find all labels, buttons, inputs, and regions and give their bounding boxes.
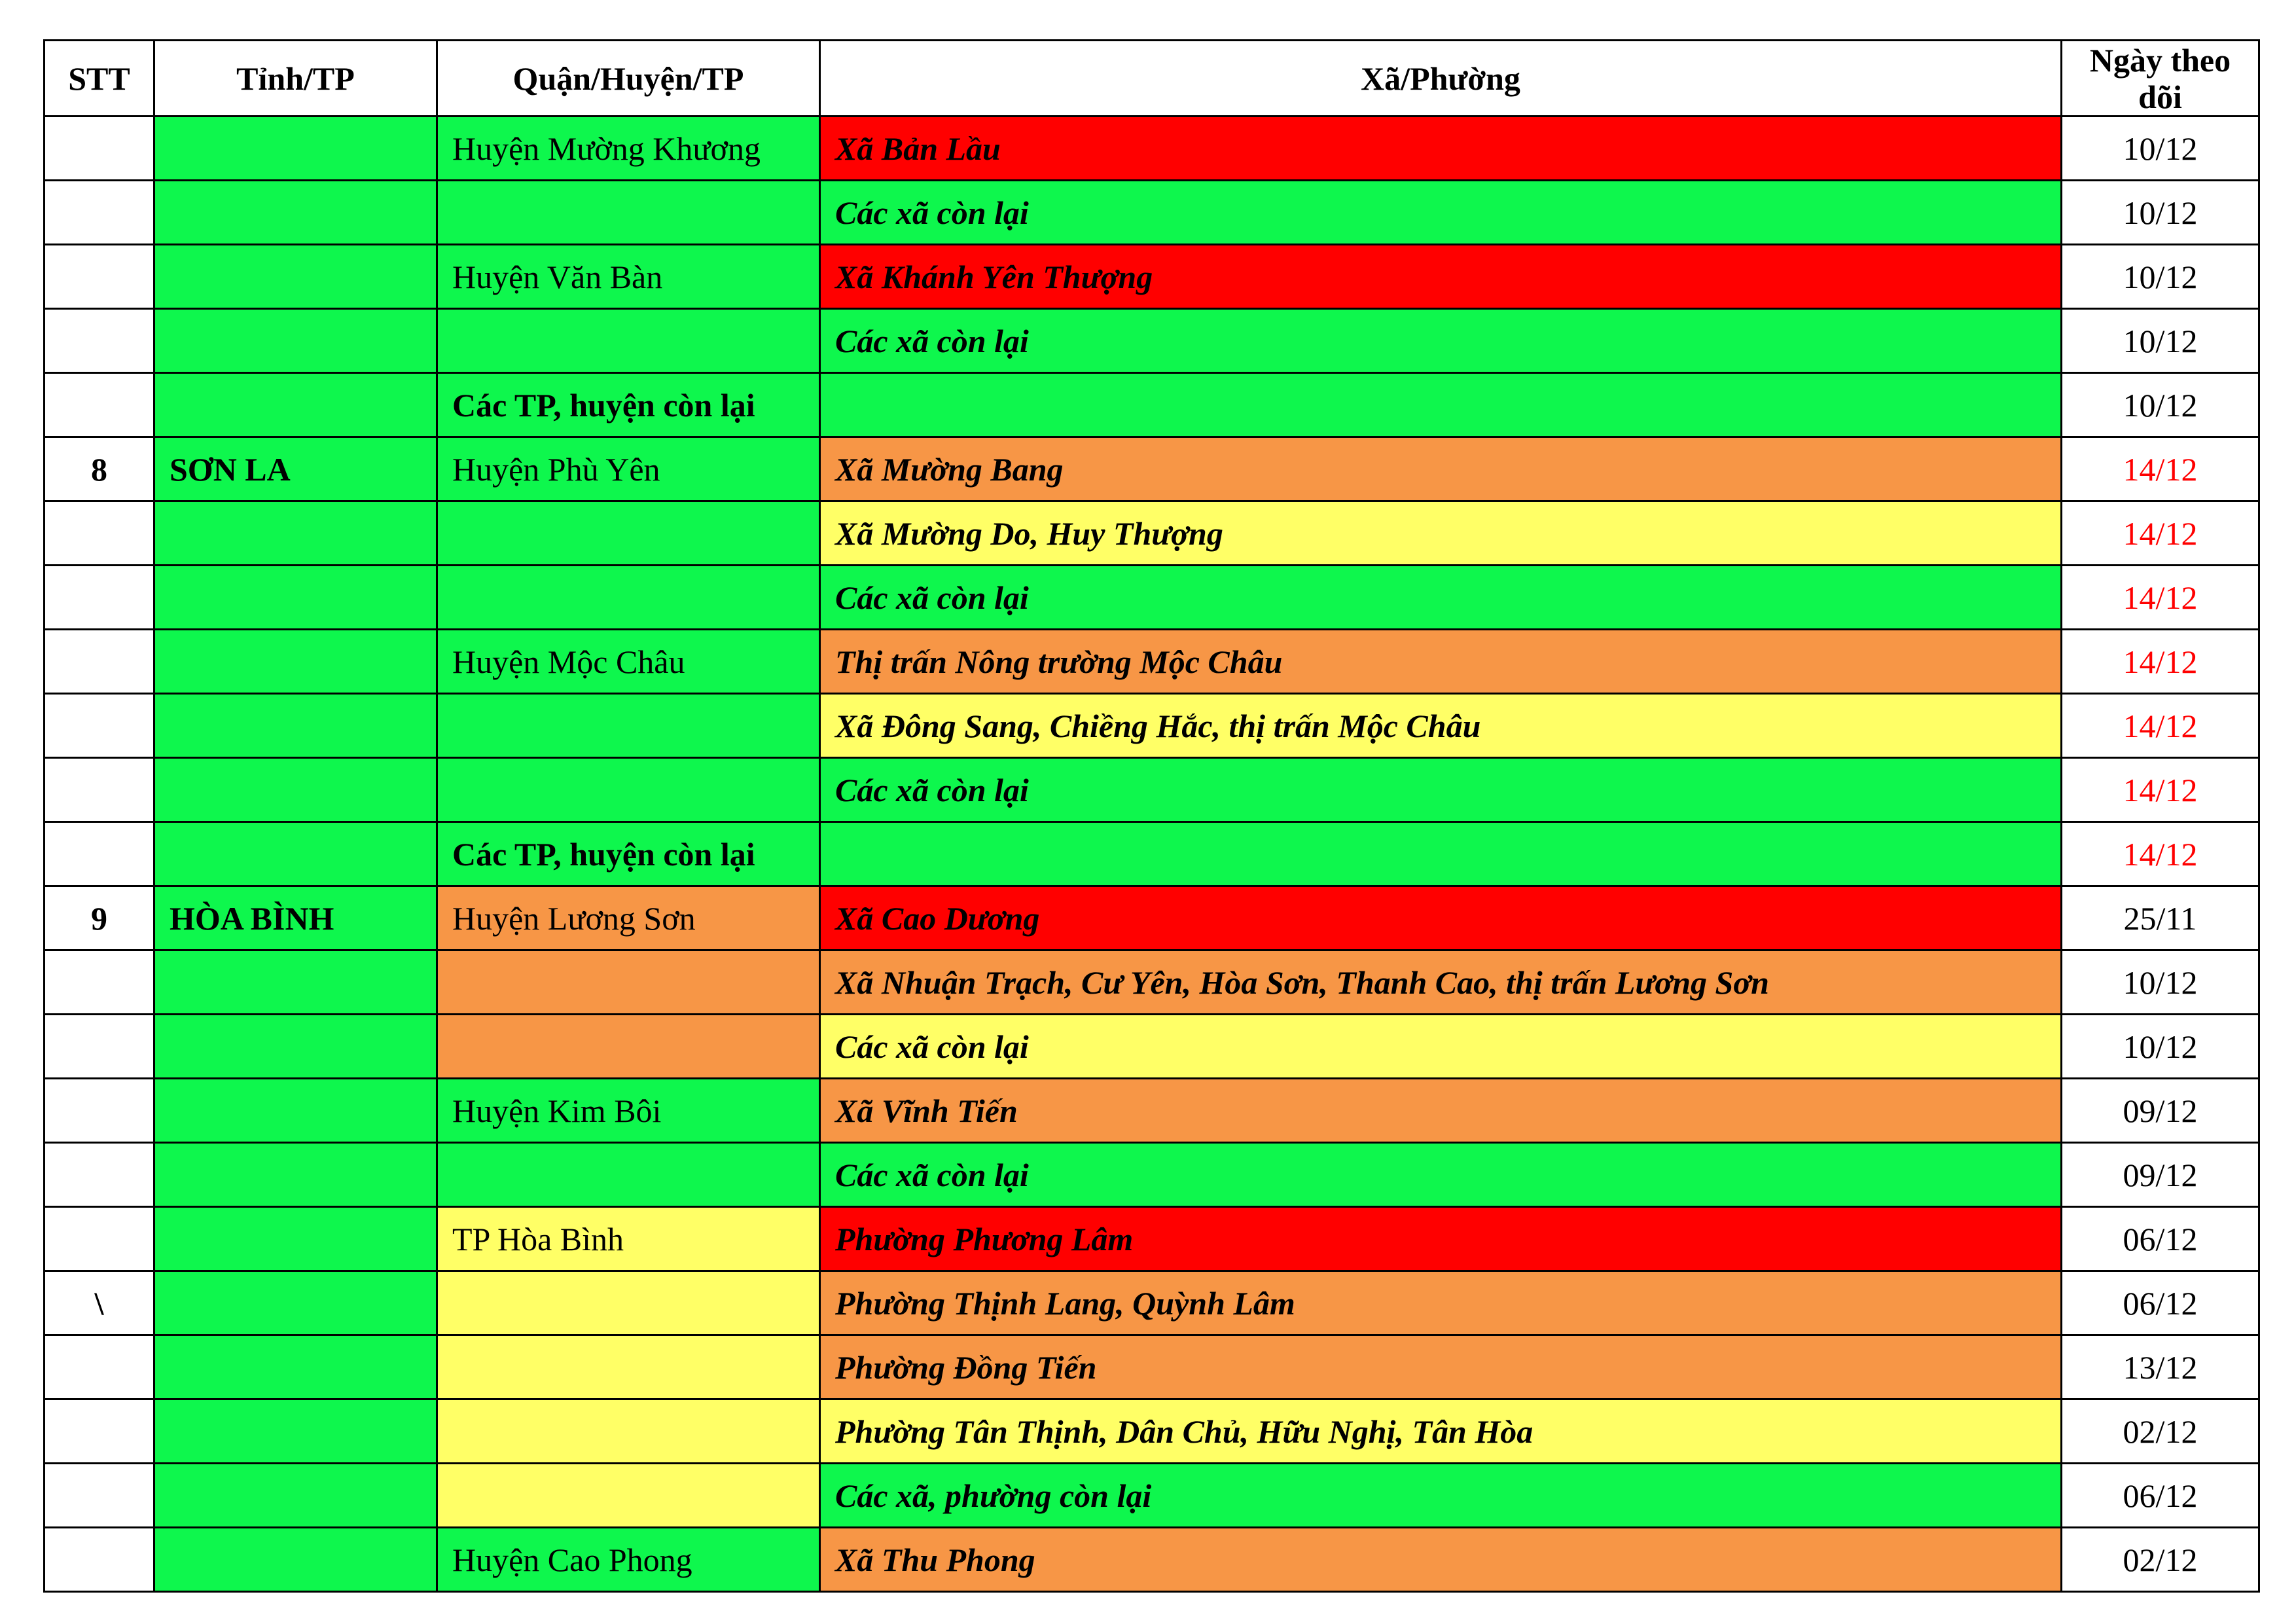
cell-province: [154, 1271, 437, 1335]
cell-stt: [45, 1528, 154, 1592]
cell-date: 14/12: [2062, 630, 2259, 694]
table-row: [45, 1079, 2259, 1143]
table-row: [45, 694, 2259, 758]
cell-stt: [45, 1207, 154, 1271]
cell-province: [154, 1399, 437, 1464]
cell-stt: [45, 566, 154, 630]
cell-date: 10/12: [2062, 245, 2259, 309]
table-row: [45, 1271, 2259, 1335]
cell-date: 14/12: [2062, 758, 2259, 822]
cell-stt: [45, 694, 154, 758]
cell-district: [437, 694, 820, 758]
cell-ward: Các xã còn lại: [820, 566, 2062, 630]
cell-province: HÒA BÌNH: [154, 886, 437, 950]
table-row: [45, 181, 2259, 245]
cell-ward: [820, 822, 2062, 886]
cell-province: [154, 117, 437, 181]
table-row: [45, 886, 2259, 950]
cell-date: 09/12: [2062, 1143, 2259, 1207]
table-row: [45, 1464, 2259, 1528]
header-stt: STT: [45, 41, 154, 117]
cell-ward: Xã Đông Sang, Chiềng Hắc, thị trấn Mộc Châu: [820, 694, 2062, 758]
cell-province: [154, 822, 437, 886]
covid-risk-level-table: [43, 39, 2260, 1593]
header-province: Tỉnh/TP: [154, 41, 437, 117]
cell-stt: [45, 630, 154, 694]
cell-province: [154, 950, 437, 1015]
header-row: [45, 41, 2259, 117]
cell-stt: [45, 373, 154, 437]
cell-stt: \: [45, 1271, 154, 1335]
cell-district: [437, 758, 820, 822]
cell-district: [437, 309, 820, 373]
cell-ward: Xã Nhuận Trạch, Cư Yên, Hòa Sơn, Thanh Cao, thị trấn Lương Sơn: [820, 950, 2062, 1015]
cell-stt: [45, 1399, 154, 1464]
cell-province: [154, 181, 437, 245]
cell-date: 09/12: [2062, 1079, 2259, 1143]
cell-stt: [45, 758, 154, 822]
cell-district: Huyện Kim Bôi: [437, 1079, 820, 1143]
table-row: [45, 822, 2259, 886]
cell-district: [437, 1143, 820, 1207]
cell-stt: [45, 117, 154, 181]
cell-ward: Các xã còn lại: [820, 309, 2062, 373]
cell-date: 10/12: [2062, 950, 2259, 1015]
cell-date: 10/12: [2062, 373, 2259, 437]
cell-district: Huyện Lương Sơn: [437, 886, 820, 950]
table-row: [45, 566, 2259, 630]
cell-province: [154, 1464, 437, 1528]
cell-district: [437, 1271, 820, 1335]
table-row: [45, 373, 2259, 437]
table-row: [45, 630, 2259, 694]
cell-date: 06/12: [2062, 1207, 2259, 1271]
cell-date: 13/12: [2062, 1335, 2259, 1399]
cell-province: [154, 630, 437, 694]
cell-district: Huyện Văn Bàn: [437, 245, 820, 309]
cell-province: [154, 501, 437, 566]
table-row: [45, 1015, 2259, 1079]
cell-ward: Các xã còn lại: [820, 1015, 2062, 1079]
table-row: [45, 117, 2259, 181]
table-row: [45, 501, 2259, 566]
cell-province: SƠN LA: [154, 437, 437, 501]
cell-ward: Phường Tân Thịnh, Dân Chủ, Hữu Nghị, Tân Hòa: [820, 1399, 2062, 1464]
cell-date: 14/12: [2062, 822, 2259, 886]
cell-province: [154, 373, 437, 437]
table-row: [45, 1207, 2259, 1271]
cell-district: TP Hòa Bình: [437, 1207, 820, 1271]
cell-date: 10/12: [2062, 1015, 2259, 1079]
cell-stt: [45, 822, 154, 886]
header-ward: Xã/Phường: [820, 41, 2062, 117]
cell-ward: Thị trấn Nông trường Mộc Châu: [820, 630, 2062, 694]
cell-province: [154, 694, 437, 758]
cell-stt: 8: [45, 437, 154, 501]
cell-district: Các TP, huyện còn lại: [437, 822, 820, 886]
table-row: [45, 758, 2259, 822]
cell-ward: Xã Mường Do, Huy Thượng: [820, 501, 2062, 566]
cell-stt: [45, 309, 154, 373]
cell-ward: Xã Mường Bang: [820, 437, 2062, 501]
cell-stt: [45, 1015, 154, 1079]
cell-province: [154, 566, 437, 630]
table-row: [45, 1399, 2259, 1464]
cell-stt: [45, 1143, 154, 1207]
cell-district: Huyện Phù Yên: [437, 437, 820, 501]
cell-province: [154, 245, 437, 309]
table-row: [45, 437, 2259, 501]
cell-date: 10/12: [2062, 117, 2259, 181]
cell-province: [154, 1207, 437, 1271]
cell-stt: [45, 245, 154, 309]
table-header: [45, 41, 2259, 117]
cell-ward: Các xã còn lại: [820, 1143, 2062, 1207]
cell-district: [437, 566, 820, 630]
header-date: Ngày theo dõi: [2062, 41, 2259, 117]
table-row: [45, 245, 2259, 309]
cell-date: 25/11: [2062, 886, 2259, 950]
cell-ward: Phường Phương Lâm: [820, 1207, 2062, 1271]
cell-province: [154, 1079, 437, 1143]
cell-date: 06/12: [2062, 1271, 2259, 1335]
cell-province: [154, 1015, 437, 1079]
table-row: [45, 950, 2259, 1015]
cell-district: [437, 1399, 820, 1464]
cell-ward: Các xã còn lại: [820, 758, 2062, 822]
cell-date: 14/12: [2062, 566, 2259, 630]
table-row: [45, 1335, 2259, 1399]
header-district: Quận/Huyện/TP: [437, 41, 820, 117]
cell-district: [437, 501, 820, 566]
table-body: [45, 117, 2259, 1592]
cell-district: [437, 950, 820, 1015]
cell-date: 10/12: [2062, 309, 2259, 373]
cell-district: [437, 181, 820, 245]
cell-stt: 9: [45, 886, 154, 950]
cell-ward: [820, 373, 2062, 437]
cell-district: Các TP, huyện còn lại: [437, 373, 820, 437]
cell-date: 02/12: [2062, 1528, 2259, 1592]
cell-date: 14/12: [2062, 694, 2259, 758]
cell-date: 14/12: [2062, 501, 2259, 566]
cell-province: [154, 309, 437, 373]
table-row: [45, 1528, 2259, 1592]
cell-stt: [45, 1335, 154, 1399]
cell-district: [437, 1015, 820, 1079]
cell-province: [154, 1335, 437, 1399]
cell-date: 14/12: [2062, 437, 2259, 501]
cell-stt: [45, 501, 154, 566]
cell-date: 10/12: [2062, 181, 2259, 245]
cell-ward: Phường Đồng Tiến: [820, 1335, 2062, 1399]
cell-ward: Xã Thu Phong: [820, 1528, 2062, 1592]
cell-ward: Xã Vĩnh Tiến: [820, 1079, 2062, 1143]
cell-stt: [45, 1464, 154, 1528]
cell-stt: [45, 181, 154, 245]
cell-province: [154, 1528, 437, 1592]
cell-ward: Phường Thịnh Lang, Quỳnh Lâm: [820, 1271, 2062, 1335]
cell-province: [154, 1143, 437, 1207]
cell-ward: Xã Bản Lầu: [820, 117, 2062, 181]
cell-district: Huyện Mường Khương: [437, 117, 820, 181]
cell-ward: Xã Khánh Yên Thượng: [820, 245, 2062, 309]
table-row: [45, 1143, 2259, 1207]
cell-date: 02/12: [2062, 1399, 2259, 1464]
cell-ward: Xã Cao Dương: [820, 886, 2062, 950]
cell-district: Huyện Mộc Châu: [437, 630, 820, 694]
cell-province: [154, 758, 437, 822]
table-row: [45, 309, 2259, 373]
cell-stt: [45, 950, 154, 1015]
cell-date: 06/12: [2062, 1464, 2259, 1528]
cell-district: Huyện Cao Phong: [437, 1528, 820, 1592]
cell-district: [437, 1335, 820, 1399]
cell-district: [437, 1464, 820, 1528]
cell-ward: Các xã, phường còn lại: [820, 1464, 2062, 1528]
cell-stt: [45, 1079, 154, 1143]
cell-ward: Các xã còn lại: [820, 181, 2062, 245]
